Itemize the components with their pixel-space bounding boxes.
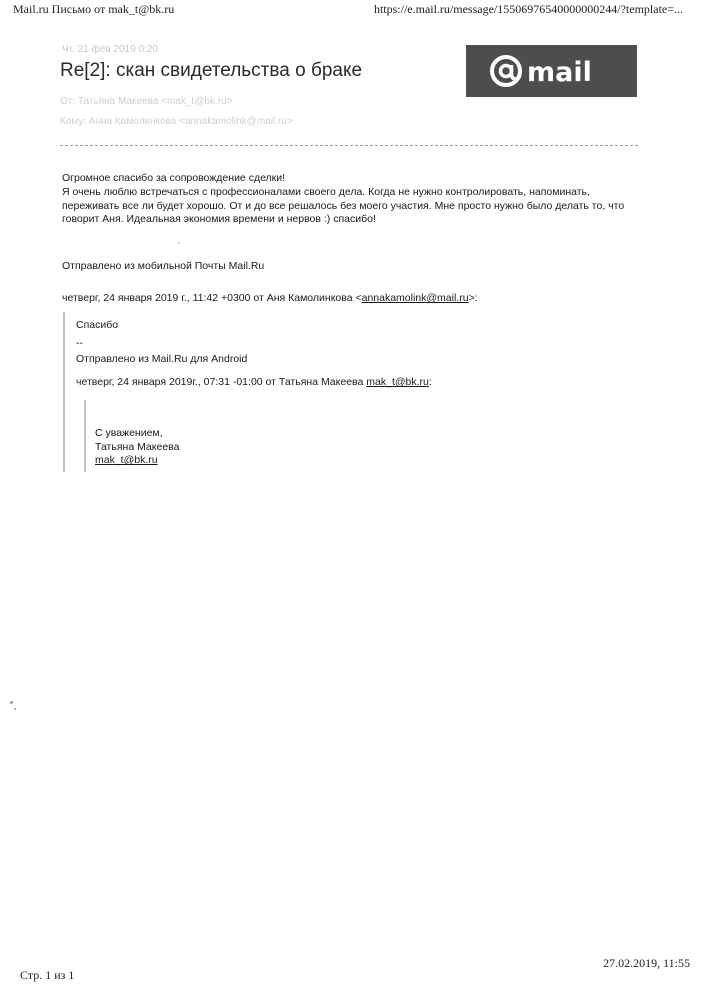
print-timestamp: 27.02.2019, 11:55	[603, 956, 690, 970]
quoted-sent-from: Отправлено из Mail.Ru для Android	[76, 353, 248, 365]
body-paragraph: Огромное спасибо за сопровождение сделки!	[62, 172, 286, 184]
message-body	[62, 172, 642, 227]
nested-header-suffix: :	[428, 376, 432, 388]
nested-quote-bar	[84, 400, 86, 472]
reply-email-link[interactable]: annakamolink@mail.ru	[361, 292, 469, 304]
nested-reply-header	[76, 376, 432, 388]
signature-line: С уважением,	[95, 427, 163, 439]
reply-header-suffix: >:	[468, 292, 478, 304]
scan-speck	[10, 701, 13, 704]
scan-speck	[178, 242, 180, 244]
quoted-thanks: Спасибо	[76, 319, 119, 331]
signature-email-link[interactable]: mak_t@bk.ru	[95, 454, 158, 466]
message-from: От: Татьяна Макеева <mak_t@bk.ru>	[60, 96, 233, 107]
body-paragraph: Я очень люблю встречаться с профессионалами своего дела. Когда не нужно контролировать, напоминать, переживать все ли будет хорошо. От и до все решалось без моего участия. Мне просто нужно было делать то, что говорит Аня. Идеальная экономия времени и нервов :) спасибо!	[62, 185, 625, 226]
sent-from-signature: Отправлено из мобильной Почты Mail.Ru	[62, 260, 265, 272]
header-divider	[60, 145, 638, 146]
quote-bar	[63, 312, 65, 472]
reply-header	[62, 292, 478, 304]
reply-header-text: четверг, 24 января 2019 г., 11:42 +0300 от Аня Камолинкова <	[62, 292, 362, 304]
message-subject: Re[2]: скан свидетельства о браке	[60, 60, 363, 81]
signature-block	[95, 427, 179, 468]
page-number: Стр. 1 из 1	[20, 968, 75, 982]
signature-line: Татьяна Макеева	[95, 440, 180, 453]
at-mail-logo-icon	[486, 51, 618, 91]
message-date: Чт, 21 фев 2019 0:20	[62, 44, 158, 55]
logo-text: mail	[526, 57, 592, 88]
nested-header-text: четверг, 24 января 2019г., 07:31 -01:00 от Татьяна Макеева	[76, 376, 367, 388]
print-header-title: Mail.ru Письмо от mak_t@bk.ru	[13, 2, 175, 16]
nested-email-link[interactable]: mak_t@bk.ru	[366, 376, 429, 388]
print-header-url: https://e.mail.ru/message/15506976540000000244/?template=...	[373, 2, 683, 16]
scan-speck	[14, 708, 16, 710]
mail-ru-logo	[466, 45, 637, 97]
quoted-separator: --	[76, 337, 83, 349]
message-to: Кому: Анна Камолинкова <annakamolink@mail.ru>	[60, 116, 293, 127]
